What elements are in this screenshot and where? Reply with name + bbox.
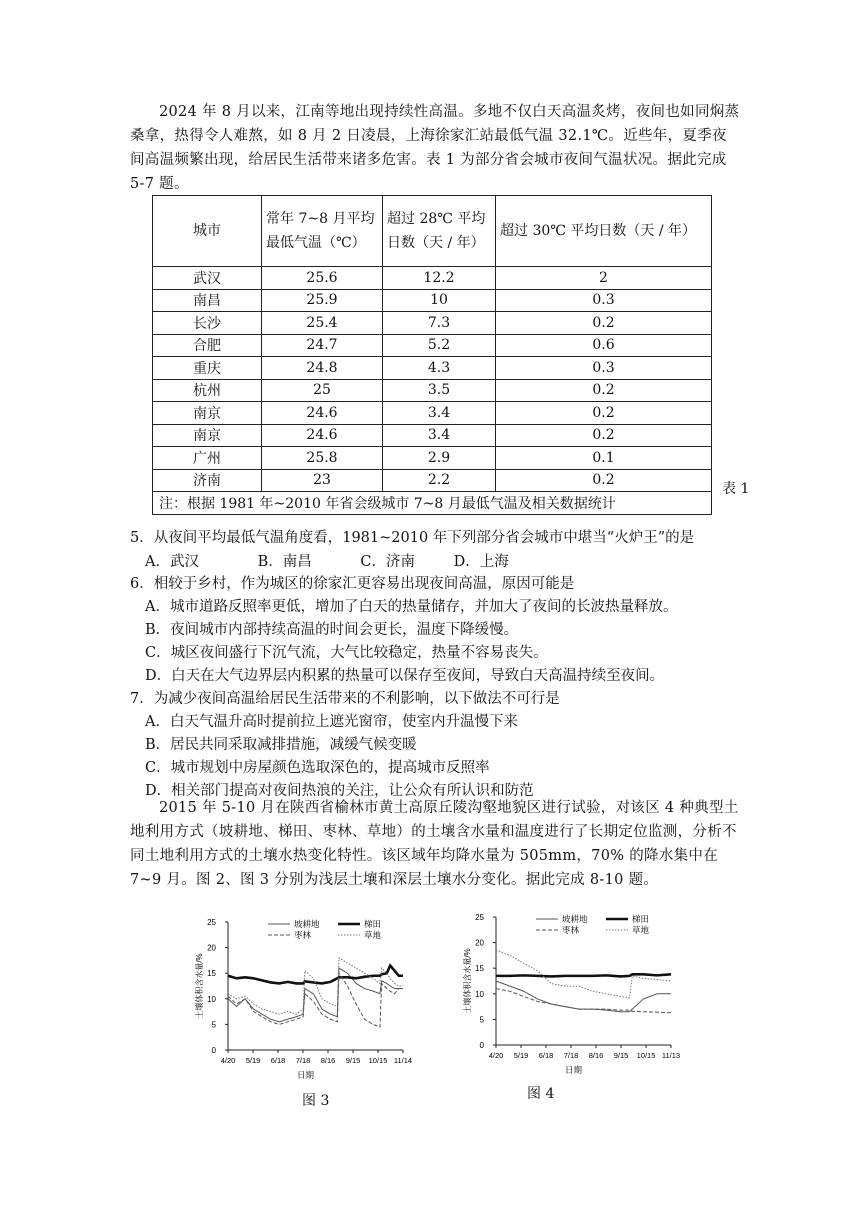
figure-caption: 图 4: [527, 1086, 555, 1102]
table-cell: 济南: [153, 469, 262, 492]
series-line-1: [496, 974, 671, 976]
table-cell: 2.2: [383, 469, 496, 492]
x-tick-label: 8/16: [588, 1051, 604, 1060]
table-row: [153, 447, 712, 470]
table-row: [153, 402, 712, 425]
x-tick-label: 4/20: [220, 1056, 236, 1065]
table-row: [153, 379, 712, 402]
table-header-cell: 超过 30℃ 平均日数（天 / 年）: [496, 196, 712, 267]
table-note-row: [153, 492, 712, 515]
table-cell: 0.1: [496, 447, 712, 470]
question-7-stem: 7．为减少夜间高温给居民生活带来的不利影响，以下做法不可行是: [130, 691, 560, 707]
y-tick-label: 10: [475, 989, 484, 999]
y-tick-label: 5: [479, 1015, 484, 1025]
table-cell: 3.4: [383, 424, 496, 447]
table-cell: 25.8: [262, 447, 383, 470]
table-cell: 23: [262, 469, 383, 492]
table-cell: 合肥: [153, 334, 262, 357]
table-cell: 3.5: [383, 379, 496, 402]
night-temperature-table: [152, 195, 712, 515]
table-cell: 24.8: [262, 357, 383, 380]
x-tick-label: 6/18: [538, 1051, 554, 1060]
legend-label: 坡耕地: [562, 914, 588, 924]
soil-moisture-chart-shallow: [190, 910, 415, 1085]
x-tick-label: 11/14: [393, 1056, 413, 1065]
table-cell: 25.6: [262, 267, 383, 290]
table-header-cell: 常年 7~8 月平均最低气温（℃）: [262, 196, 383, 267]
table-row: [153, 469, 712, 492]
x-tick-label: 8/16: [320, 1056, 336, 1065]
x-tick-label: 10/15: [636, 1051, 656, 1060]
legend-label: 梯田: [632, 914, 650, 924]
y-tick-label: 5: [211, 1020, 216, 1030]
option-b: B．居民共同采取减排措施，减缓气候变暖: [145, 737, 417, 753]
option-b: B．夜间城市内部持续高温的时间会更长，温度下降缓慢。: [145, 622, 519, 638]
legend-label: 草地: [364, 930, 382, 940]
table-cell: 2.9: [383, 447, 496, 470]
soil-moisture-chart-deep: [458, 905, 683, 1085]
question-5-stem: 5．从夜间平均最低气温角度看，1981~2010 年下列部分省会城市中堪当“火炉王”的是: [130, 530, 695, 546]
table-cell: 25.4: [262, 312, 383, 335]
table-note: 注：根据 1981 年~2010 年省会级城市 7~8 月最低气温及相关数据统计: [153, 492, 712, 515]
table-row: [153, 334, 712, 357]
figure-caption: 图 3: [302, 1093, 330, 1109]
table-header-row: [153, 196, 712, 267]
x-tick-label: 5/19: [245, 1056, 261, 1065]
table-header-cell: 超过 28℃ 平均日数（天 / 年）: [383, 196, 496, 267]
x-tick-label: 10/15: [368, 1056, 388, 1065]
series-line-3: [228, 958, 403, 1014]
x-tick-label: 9/15: [345, 1056, 361, 1065]
table-cell: 24.6: [262, 424, 383, 447]
table-header-cell: 城市: [153, 196, 262, 267]
series-line-2: [496, 989, 671, 1013]
table-row: [153, 267, 712, 290]
option-a: A．武汉: [145, 554, 199, 570]
table-row: [153, 424, 712, 447]
table-cell: 5.2: [383, 334, 496, 357]
table-cell: 南京: [153, 402, 262, 425]
x-tick-label: 11/13: [661, 1051, 681, 1060]
series-line-2: [228, 973, 403, 1027]
table-cell: 0.2: [496, 379, 712, 402]
option-c: C．城区夜间盛行下沉气流，大气比较稳定，热量不容易丧失。: [145, 645, 548, 661]
table-cell: 10: [383, 289, 496, 312]
y-axis-label: 土壤体积含水量/%: [463, 948, 472, 1014]
table-caption: 表 1: [722, 481, 750, 497]
table-body: [153, 267, 712, 492]
legend-label: 梯田: [364, 919, 382, 929]
y-tick-label: 25: [475, 913, 484, 922]
table-cell: 24.7: [262, 334, 383, 357]
question-6-stem: 6．相较于乡村，作为城区的徐家汇更容易出现夜间高温，原因可能是: [130, 576, 575, 592]
legend-label: 坡耕地: [294, 919, 320, 929]
y-tick-label: 20: [475, 938, 484, 948]
table-row: [153, 357, 712, 380]
option-d: D．白天在大气边界层内积累的热量可以保存至夜间，导致白天高温持续至夜间。: [145, 668, 665, 684]
table-cell: 2: [496, 267, 712, 290]
passage-intro-heat: 2024 年 8 月以来，江南等地出现持续性高温。多地不仅白天高温炙烤，夜间也如同焖蒸桑拿，热得令人难熬，如 8 月 2 日凌晨，上海徐家汇站最低气温 32.1℃。近些年，夏季夜间高温频繁出现，给居民生活带来诸多危害。表 1 为部分省会城市夜间气温状况。据此完成 5-7 题。: [130, 104, 740, 192]
table-cell: 0.2: [496, 312, 712, 335]
x-tick-label: 6/18: [270, 1056, 286, 1065]
option-d: D．上海: [453, 554, 509, 570]
option-a: A．城市道路反照率更低，增加了白天的热量储存，并加大了夜间的长波热量释放。: [145, 599, 678, 615]
x-tick-label: 4/20: [488, 1051, 504, 1060]
table-cell: 广州: [153, 447, 262, 470]
y-tick-label: 0: [211, 1046, 216, 1055]
table-cell: 25: [262, 379, 383, 402]
table-cell: 0.3: [496, 357, 712, 380]
question-5-options: [0, 550, 860, 573]
table-cell: 0.6: [496, 334, 712, 357]
y-tick-label: 0: [479, 1041, 484, 1050]
table-cell: 0.2: [496, 402, 712, 425]
x-axis-label: 日期: [564, 1065, 583, 1075]
y-tick-label: 15: [207, 969, 216, 979]
option-b: B．南昌: [257, 554, 312, 570]
y-tick-label: 25: [207, 918, 216, 927]
table-cell: 12.2: [383, 267, 496, 290]
table-cell: 南京: [153, 424, 262, 447]
x-tick-label: 7/18: [295, 1056, 311, 1065]
option-c: C．济南: [360, 554, 415, 570]
legend-label: 枣林: [562, 925, 580, 935]
y-tick-label: 15: [475, 964, 484, 974]
legend-label: 枣林: [294, 930, 312, 940]
table-row: [153, 289, 712, 312]
table-cell: 重庆: [153, 357, 262, 380]
table-cell: 24.6: [262, 402, 383, 425]
option-c: C．城市规划中房屋颜色选取深色的，提高城市反照率: [145, 760, 490, 776]
option-d: D．相关部门提高对夜间热浪的关注，让公众有所认识和防范: [145, 783, 534, 799]
y-axis-label: 土壤体积含水量/%: [195, 953, 204, 1019]
table-cell: 7.3: [383, 312, 496, 335]
table-cell: 杭州: [153, 379, 262, 402]
option-a: A．白天气温升高时提前拉上遮光窗帘，使室内升温慢下来: [145, 714, 518, 730]
x-tick-label: 7/18: [563, 1051, 579, 1060]
table-cell: 南昌: [153, 289, 262, 312]
x-axis-label: 日期: [296, 1070, 315, 1080]
y-tick-label: 20: [207, 943, 216, 953]
table-cell: 长沙: [153, 312, 262, 335]
x-tick-label: 9/15: [613, 1051, 629, 1060]
table-cell: 0.2: [496, 469, 712, 492]
series-line-1: [228, 966, 403, 984]
table-cell: 0.3: [496, 289, 712, 312]
table-cell: 3.4: [383, 402, 496, 425]
table-cell: 4.3: [383, 357, 496, 380]
table-cell: 0.2: [496, 424, 712, 447]
table-cell: 25.9: [262, 289, 383, 312]
table-row: [153, 312, 712, 335]
y-tick-label: 10: [207, 994, 216, 1004]
passage-soil-moisture: 2015 年 5-10 月在陕西省榆林市黄土高原丘陵沟壑地貌区进行试验，对该区 4 种典型土地利用方式（坡耕地、梯田、枣林、草地）的土壤含水量和温度进行了长期定位监测，分析不同土地利用方式的土壤水热变化特性。该区域年均降水量为 505mm，70% 的降水集中在 7~9 月。图 2、图 3 分别为浅层土壤和深层土壤水分变化。据此完成 8-10 题。: [130, 800, 739, 888]
legend-label: 草地: [632, 925, 650, 935]
table-cell: 武汉: [153, 267, 262, 290]
x-tick-label: 5/19: [513, 1051, 529, 1060]
